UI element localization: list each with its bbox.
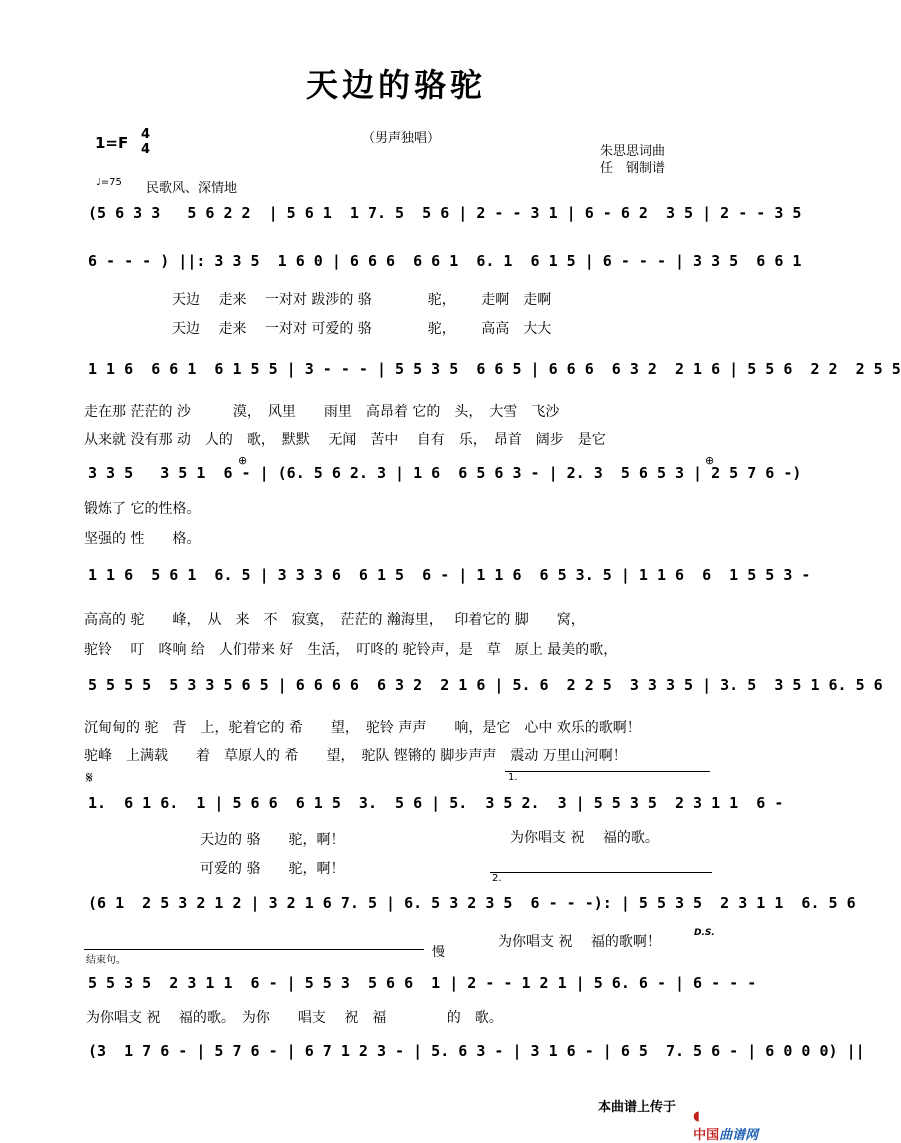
- lyric-row-3a: 走在那 茫茫的 沙 漠， 风里 雨里 高昂着 它的 头， 大雪 飞沙: [84, 404, 560, 420]
- notation-row-4: 3 3 5 3 5 1 6 - | (6. 5 6 2. 3 | 1 6 6 5 6 3 - | 2. 3 5 6 5 3 | 2 5 7 6 -): [88, 464, 802, 482]
- notation-row-10: (3 1 7 6 - | 5 7 6 - | 6 7 1 2 3 - | 5. 6 3 - | 3 1 6 - | 6 5 7. 5 6 - | 6 0 0 0) ||: [88, 1042, 865, 1060]
- slow-mark: 慢: [432, 945, 446, 960]
- ending-label: 结束句。: [86, 955, 126, 966]
- site-logo-brand: 曲谱网: [719, 1128, 759, 1143]
- lyric-volta1: 为你唱支 祝 福的歌。: [510, 830, 659, 846]
- subtitle: （男声独唱）: [362, 131, 441, 146]
- key-signature: 1=F: [95, 134, 129, 152]
- footer-upload-text: 本曲谱上传于: [598, 1100, 677, 1115]
- notation-row-6: 5 5 5 5 5 3 3 5 6 5 | 6 6 6 6 6 3 2 2 1 6 | 5. 6 2 2 5 3 3 3 5 | 3. 5 3 5 1 6. 5 6: [88, 676, 883, 694]
- segno-mark: 𝄋: [86, 768, 93, 787]
- lyric-row-6a: 沉甸甸的 驼 背 上，驼着它的 希 望， 驼铃 声声 响，是它 心中 欢乐的歌啊！: [84, 720, 641, 736]
- notation-row-3: 1 1 6 6 6 1 6 1 5 5 | 3 - - - | 5 5 3 5 6 6 5 | 6 6 6 6 3 2 2 1 6 | 5 5 6 2 2 2 5 5: [88, 360, 901, 378]
- lyric-row-6b: 驼峰 上满载 着 草原人的 希 望， 驼队 铿锵的 脚步声声 震动 万里山河啊！: [84, 748, 627, 764]
- lyric-row-2a: 天边 走来 一对对 跋涉的 骆 驼， 走啊 走啊: [172, 292, 552, 308]
- volta-2-label: 2.: [492, 873, 502, 884]
- volta-1-label: 1.: [508, 772, 518, 783]
- notation-row-1: (5 6 3 3 5 6 2 2 | 5 6 1 1 7. 5 5 6 | 2 - - 3 1 | 6 - 6 2 3 5 | 2 - - 3 5: [88, 204, 802, 222]
- ds-mark: D.S.: [694, 928, 715, 938]
- notation-row-2: 6 - - - ) ||: 3 3 5 1 6 0 | 6 6 6 6 6 1 6. 1 6 1 5 | 6 - - - | 3 3 5 6 6 1: [88, 252, 802, 270]
- credit-lyricist-composer: 朱思思词曲: [600, 144, 666, 159]
- tempo-mark: ♩=75: [96, 177, 122, 188]
- coda-mark-1: ⊕: [238, 454, 248, 467]
- site-logo[interactable]: [684, 1094, 758, 1143]
- style-mark: 民歌风、深情地: [146, 181, 238, 196]
- site-logo-icon: ◖: [693, 1109, 700, 1124]
- lyric-volta2: 为你唱支 祝 福的歌啊！: [498, 934, 661, 950]
- lyric-row-5b: 驼铃 叮 咚响 给 人们带来 好 生活， 叮咚的 驼铃声，是 草 原上 最美的歌，: [84, 642, 618, 658]
- notation-row-5: 1 1 6 5 6 1 6. 5 | 3 3 3 6 6 1 5 6 - | 1 1 6 6 5 3. 5 | 1 1 6 6 1 5 5 3 -: [88, 566, 811, 584]
- time-denominator: 4: [141, 142, 151, 157]
- notation-row-7: 1. 6 1 6. 1 | 5 6 6 6 1 5 3. 5 6 | 5. 3 5 2. 3 | 5 5 3 5 2 3 1 1 6 -: [88, 794, 784, 812]
- page-title: 天边的骆驼: [305, 66, 486, 104]
- time-numerator: 4: [141, 127, 151, 142]
- credit-transcriber: 任 钢制谱: [600, 161, 666, 176]
- notation-row-9: 5 5 3 5 2 3 1 1 6 - | 5 5 3 5 6 6 1 | 2 - - 1 2 1 | 5 6. 6 - | 6 - - -: [88, 974, 757, 992]
- coda-mark-2: ⊕: [705, 454, 715, 467]
- lyric-row-5a: 高高的 驼 峰， 从 来 不 寂寞， 茫茫的 瀚海里， 印着它的 脚 窝，: [84, 612, 585, 628]
- lyric-ending: 为你唱支 祝 福的歌。 为你 唱支 祝 福 的 歌。: [86, 1010, 503, 1026]
- lyric-row-7b: 可爱的 骆 驼，啊！: [200, 861, 345, 877]
- lyric-row-4a: 锻炼了 它的性格。: [84, 501, 201, 517]
- site-logo-cn: 中国: [693, 1128, 720, 1143]
- lyric-row-3b: 从来就 没有那 动 人的 歌， 默默 无闻 苦中 自有 乐， 昂首 阔步 是它: [84, 432, 606, 448]
- lyric-row-7a: 天边的 骆 驼，啊！: [200, 832, 345, 848]
- lyric-row-2b: 天边 走来 一对对 可爱的 骆 驼， 高高 大大: [172, 321, 552, 337]
- notation-row-8: (6 1 2 5 3 2 1 2 | 3 2 1 6 7. 5 | 6. 5 3 2 3 5 6 - - -): | 5 5 3 5 2 3 1 1 6. 5 6: [88, 894, 856, 912]
- lyric-row-4b: 坚强的 性 格。: [84, 531, 201, 547]
